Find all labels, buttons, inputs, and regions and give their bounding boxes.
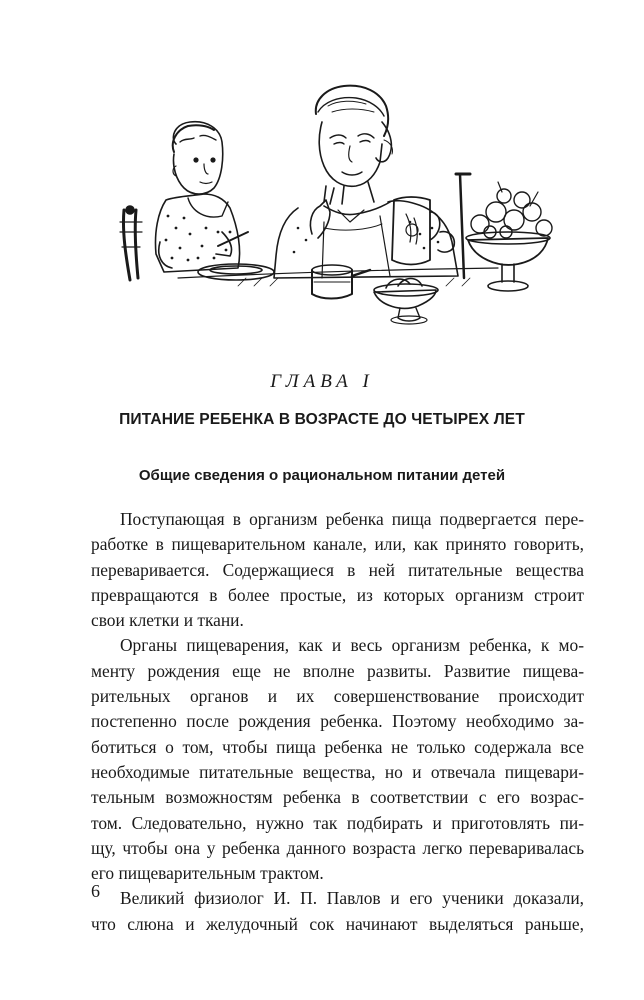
text-line: что слюна и желудочный сок начинают выделяться раньше, xyxy=(91,913,584,934)
text-line: щу, чтобы она у ребенка данного возраста легко переваривалась xyxy=(91,837,584,858)
page-number: 6 xyxy=(91,881,100,901)
text-line: Великий физиолог И. П. Павлов и его ученики доказали, xyxy=(120,888,584,909)
text-line: необходимые питательные вещества, но и отвечала пищевари- xyxy=(91,761,584,782)
body-text xyxy=(91,507,584,937)
text-line: свои клетки и ткани. xyxy=(91,610,244,631)
text-line: превращаются в более простые, из которых организм строит xyxy=(91,584,584,605)
text-line: рительных органов и их совершенствование происходит xyxy=(91,686,584,707)
mother-feeding-child-illustration xyxy=(118,82,554,340)
text-line: Поступающая в организм ребенка пища подвергается пере- xyxy=(120,509,584,529)
text-line: тельным возможностям ребенка в соответствии с его возрас- xyxy=(91,787,584,808)
text-line: Органы пищеварения, как и весь организм ребенка, к мо- xyxy=(120,635,584,656)
text-line: его пищеварительным трактом. xyxy=(91,863,324,884)
chapter-label: ГЛАВА I xyxy=(270,371,374,392)
text-line: том. Следовательно, нужно так подбирать и приготовлять пи- xyxy=(91,812,584,833)
text-line: ботиться о том, чтобы пища ребенка не только содержала все xyxy=(91,736,584,757)
text-line: постепенно после рождения ребенка. Поэтому необходимо за- xyxy=(91,711,584,732)
text-line: менту рождения еще не вполне развиты. Развитие пищева- xyxy=(91,660,584,681)
text-line: переваривается. Содержащиеся в ней питательные вещества xyxy=(91,559,584,580)
chapter-title: ПИТАНИЕ РЕБЕНКА В ВОЗРАСТЕ ДО ЧЕТЫРЕХ ЛЕТ xyxy=(119,411,525,428)
section-title: Общие сведения о рациональном питании детей xyxy=(138,467,506,484)
text-line: работке в пищеварительном канале, или, как принято говорить, xyxy=(91,534,584,555)
